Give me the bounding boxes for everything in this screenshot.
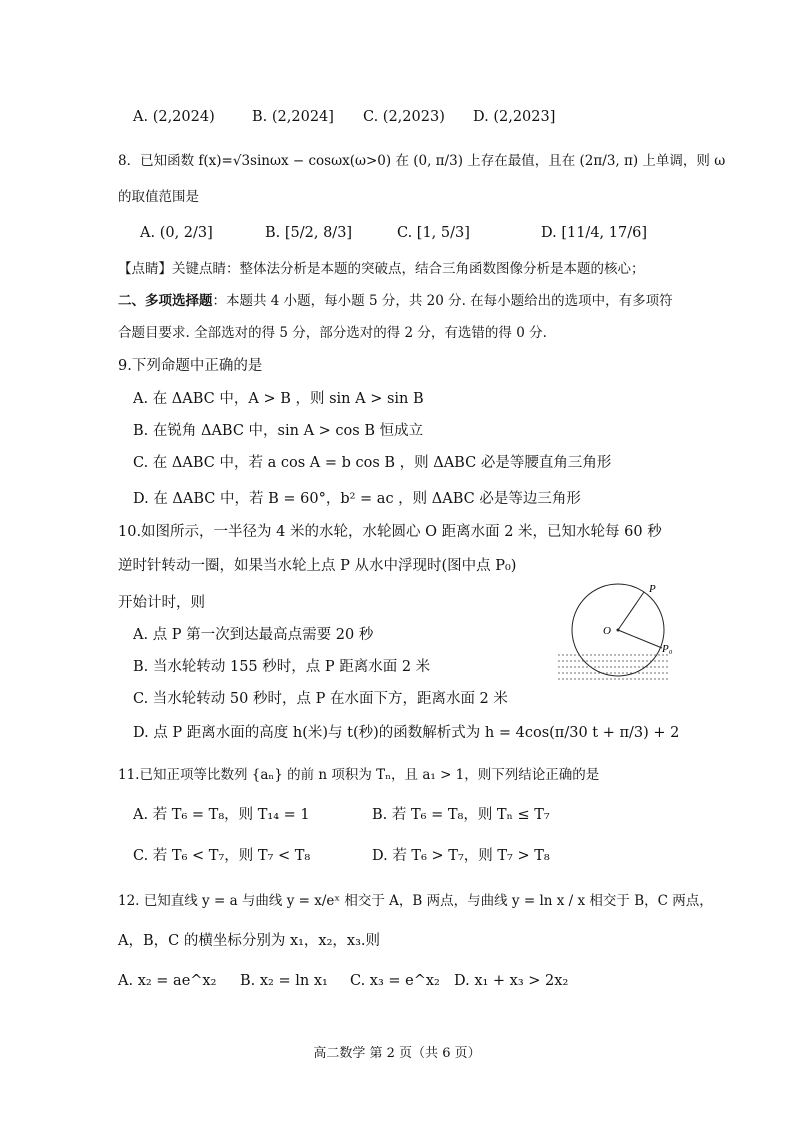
q10-stem-line3: 开始计时，则: [118, 595, 205, 611]
q8-option-b: B. [5/2, 8/3]: [265, 225, 353, 241]
q11-stem: 11.已知正项等比数列 {aₙ} 的前 n 项积为 Tₙ，且 a₁ > 1，则下列结论正确的是: [118, 767, 600, 783]
q9-option-c: C. 在 ΔABC 中，若 a cos A = b cos B ，则 ΔABC 必是等腰直角三角形: [133, 455, 612, 471]
q12-option-b: B. x₂ = ln x₁: [240, 973, 328, 989]
section2-line1: [118, 290, 673, 312]
q8-option-d: D. [11/4, 17/6]: [541, 225, 647, 241]
q7-option-c: C. (2,2023): [363, 109, 445, 125]
q9-option-d: D. 在 ΔABC 中，若 B = 60°，b² = ac ，则 ΔABC 必是等边三角形: [133, 491, 581, 507]
q12-option-d: D. x₁ + x₃ > 2x₂: [454, 973, 569, 989]
label-p: P: [649, 583, 656, 595]
center-point: [617, 629, 620, 632]
radius-op0: [618, 630, 662, 648]
q10-stem-line1: 10.如图所示，一半径为 4 米的水轮，水轮圆心 O 距离水面 2 米，已知水轮每 60 秒: [118, 524, 662, 540]
label-p0: P₀: [662, 643, 673, 655]
q8-stem-line1: 8．已知函数 f(x)=√3sinωx − cosωx(ω>0) 在 (0, π/3) 上存在最值，且在 (2π/3, π) 上单调，则 ω: [118, 153, 726, 169]
page-footer: 高二数学 第 2 页（共 6 页）: [313, 1046, 481, 1061]
radius-op: [618, 592, 644, 630]
q9-option-b: B. 在锐角 ΔABC 中，sin A > cos B 恒成立: [133, 423, 424, 439]
section2-desc1: ：本题共 4 小题，每小题 5 分，共 20 分. 在每小题给出的选项中，有多项符: [212, 293, 673, 309]
section2-line2: 合题目要求. 全部选对的得 5 分，部分选对的得 2 分，有选错的得 0 分.: [118, 325, 547, 341]
water-wheel-figure: [558, 580, 688, 692]
q9-option-a: A. 在 ΔABC 中，A > B ，则 sin A > sin B: [133, 391, 424, 407]
q7-option-a: A. (2,2024): [133, 109, 215, 125]
q7-option-b: B. (2,2024]: [252, 109, 334, 125]
q12-stem-line2: A，B，C 的横坐标分别为 x₁，x₂，x₃.则: [118, 933, 381, 949]
q9-stem: 9.下列命题中正确的是: [118, 358, 263, 374]
q10-option-d: D. 点 P 距离水面的高度 h(米)与 t(秒)的函数解析式为 h = 4cos(π/30 t + π/3) + 2: [133, 725, 680, 741]
q8-stem-line2: 的取值范围是: [118, 189, 199, 205]
q8-option-a: A. (0, 2/3]: [140, 225, 213, 241]
tip-text: 【点睛】关键点睛：整体法分析是本题的突破点，结合三角函数图像分析是本题的核心；: [118, 261, 645, 277]
q8-option-c: C. [1, 5/3]: [397, 225, 470, 241]
q10-option-a: A. 点 P 第一次到达最高点需要 20 秒: [133, 627, 374, 643]
q11-option-a: A. 若 T₆ = T₈，则 T₁₄ = 1: [133, 807, 310, 823]
q10-option-b: B. 当水轮转动 155 秒时，点 P 距离水面 2 米: [133, 659, 431, 675]
q12-option-c: C. x₃ = e^x₂: [350, 973, 440, 989]
q11-option-b: B. 若 T₆ = T₈，则 Tₙ ≤ T₇: [372, 807, 550, 823]
q7-option-d: D. (2,2023]: [473, 109, 556, 125]
q11-option-d: D. 若 T₆ > T₇，则 T₇ > T₈: [372, 848, 550, 864]
q12-stem-line1: 12. 已知直线 y = a 与曲线 y = x/eˣ 相交于 A，B 两点，与曲线 y = ln x / x 相交于 B，C 两点，: [118, 893, 713, 909]
q12-option-a: A. x₂ = ae^x₂: [118, 973, 217, 989]
label-o: O: [603, 625, 611, 637]
q11-option-c: C. 若 T₆ < T₇，则 T₇ < T₈: [133, 848, 311, 864]
q10-stem-line2: 逆时针转动一圈，如果当水轮上点 P 从水中浮现时(图中点 P₀): [118, 558, 517, 574]
section2-title: 二、多项选择题: [118, 293, 213, 309]
q10-option-c: C. 当水轮转动 50 秒时，点 P 在水面下方，距离水面 2 米: [133, 691, 508, 707]
